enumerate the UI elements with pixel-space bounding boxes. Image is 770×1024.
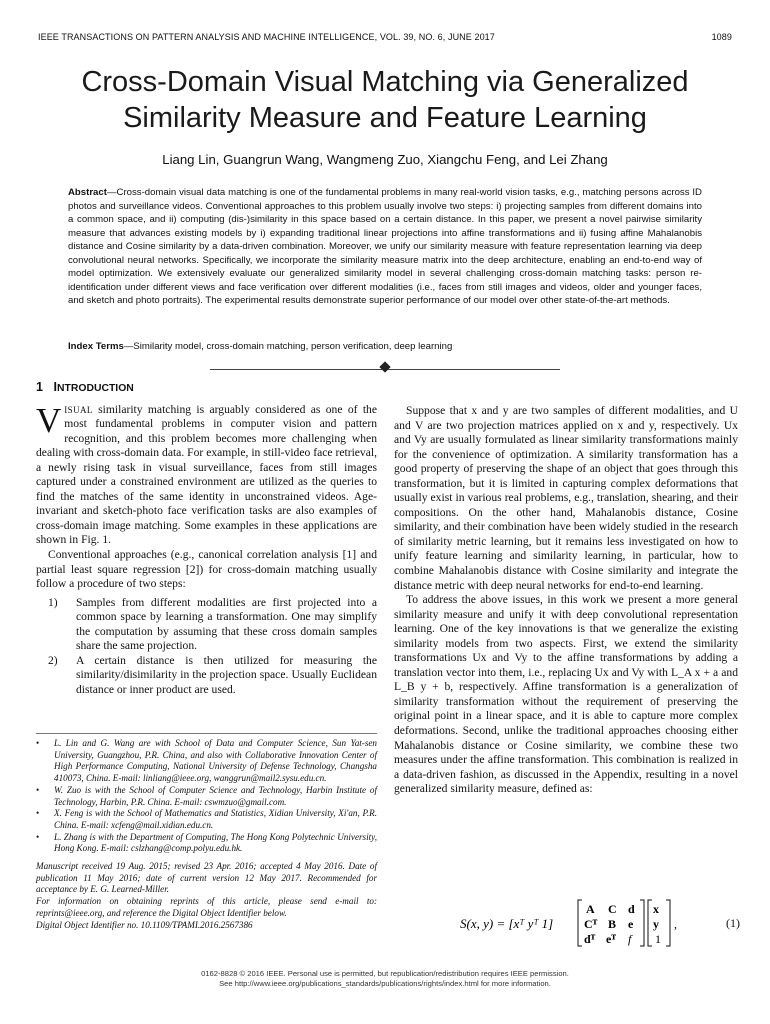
matrix-cell: dᵀ bbox=[584, 932, 596, 946]
list-item bbox=[36, 654, 377, 698]
manuscript-note: Manuscript received 19 Aug. 2015; revised 23 Apr. 2016; accepted 4 May 2016. Date of publication 11 May 2016; date of current version 12 May 2017. Recommended for acceptance by E. G. Learned-Miller. bbox=[36, 861, 377, 895]
list-item-text: Samples from different modalities are first projected into a common space by learning a transformation. One may simplify the computation by assuming that these cross domain samples share the same projection. bbox=[76, 595, 377, 653]
equation-1 bbox=[440, 898, 740, 948]
journal-name: IEEE TRANSACTIONS ON PATTERN ANALYSIS AND MACHINE INTELLIGENCE, bbox=[38, 32, 378, 42]
index-terms-label: Index Terms bbox=[68, 341, 124, 352]
footnote-item bbox=[36, 738, 377, 785]
intro-paragraph-1 bbox=[36, 400, 377, 548]
intro-paragraph-2: Conventional approaches (e.g., canonical correlation analysis [1] and partial least square regression [2]) for cross-domain matching usually follow a procedure of two steps: bbox=[36, 548, 377, 591]
footnote-item bbox=[36, 832, 377, 855]
author-list: Liang Lin, Guangrun Wang, Wangmeng Zuo, Xiangchu Feng, and Lei Zhang bbox=[162, 152, 608, 167]
footnote-text: L. Lin and G. Wang are with School of Data and Computer Science, Sun Yat-sen University, Guangzhou, P.R. China, and also with Collaborative Innovation Center of High Performance Computing, National University of Defense Technology, Changsha 410073, China. E-mail: linliang@ieee.org, wanggrun@mail2.sysu.edu.cn. bbox=[54, 738, 377, 784]
section-title-rest: NTRODUCTION bbox=[57, 383, 134, 394]
journal-date: JUNE 2017 bbox=[447, 32, 495, 42]
divider-diamond-icon bbox=[379, 361, 390, 372]
copyright-footer bbox=[0, 969, 770, 988]
matrix-bracket-left bbox=[578, 900, 582, 946]
journal-number: NO. 6, bbox=[418, 32, 446, 42]
copyright-line-1: 0162-8828 © 2016 IEEE. Personal use is permitted, but republication/redistribution requires IEEE permission. bbox=[201, 969, 569, 978]
right-column bbox=[394, 404, 738, 797]
footnote-bullet: • bbox=[36, 808, 40, 819]
index-terms-text: —Similarity model, cross-domain matching, person verification, deep learning bbox=[123, 341, 453, 352]
running-head bbox=[38, 32, 732, 46]
footnote-item bbox=[36, 808, 377, 831]
matrix-cell: f bbox=[628, 932, 632, 946]
footnote-text: X. Feng is with the School of Mathematics and Statistics, Xidian University, Xi'an, P.R. China. E-mail: xcfeng@mail.xidian.edu.cn. bbox=[54, 808, 377, 830]
abstract-label: Abstract bbox=[68, 187, 107, 198]
matrix-cell: A bbox=[586, 902, 595, 916]
footnote-bullet: • bbox=[36, 831, 40, 842]
page-number: 1089 bbox=[711, 32, 732, 42]
vector-cell: y bbox=[653, 917, 659, 931]
vector-cell: x bbox=[653, 902, 659, 916]
title-line-2: Similarity Measure and Feature Learning bbox=[123, 102, 647, 134]
reprints-note: For information on obtaining reprints of this article, please send e-mail to: reprints@ieee.org, and reference the Digital Object Identifier below. bbox=[36, 896, 377, 918]
steps-list bbox=[36, 596, 377, 698]
equation-lhs: S(x, y) = [xᵀ yᵀ 1] bbox=[460, 916, 554, 931]
doi-note: Digital Object Identifier no. 10.1109/TPAMI.2016.2567386 bbox=[36, 919, 253, 930]
list-item bbox=[36, 596, 377, 654]
footnote-bullet: • bbox=[36, 784, 40, 795]
footnote-item bbox=[36, 785, 377, 808]
section-heading bbox=[36, 380, 377, 397]
running-head-journal bbox=[38, 32, 495, 46]
footnote-text: W. Zuo is with the School of Computer Science and Technology, Harbin Institute of Technology, Harbin, P.R. China. E-mail: cswmzuo@gmail.com. bbox=[54, 784, 377, 807]
index-terms bbox=[68, 341, 702, 352]
matrix-cell: Cᵀ bbox=[584, 917, 598, 931]
list-item-number: 2) bbox=[48, 653, 58, 667]
list-item-text: A certain distance is then utilized for measuring the similarity/disimilarity in the projection space. Usually Euclidean distance or inner product are used. bbox=[76, 653, 377, 696]
equation-number: (1) bbox=[726, 916, 740, 930]
drop-cap: V bbox=[36, 400, 62, 440]
section-title-initial: I bbox=[53, 380, 58, 394]
matrix-cell: e bbox=[628, 917, 634, 931]
journal-volume: VOL. 39, bbox=[379, 32, 417, 42]
list-item-number: 1) bbox=[48, 595, 58, 609]
abstract bbox=[68, 186, 702, 308]
matrix-cell: d bbox=[628, 902, 635, 916]
intro-paragraph-1-text: similarity matching is arguably considered as one of the most fundamental problems in computer vision and pattern recognition, and this problem becomes more challenging when dealing with cross-domain data. For example, in still-video face retrieval, a newly rising task in visual surveillance, faces from still images captured under a constrained environment are utilized as the queries to find the matches of the same identity in unconstrained videos. Age-invariant and sketch-photo face verification tasks are also examples of cross-domain image matching. Some examples in these applications are shown in Fig. 1. bbox=[36, 402, 377, 547]
first-word-smallcaps: ISUAL bbox=[64, 404, 93, 415]
vector-bracket-left bbox=[648, 900, 652, 946]
title-line-1: Cross-Domain Visual Matching via Generalized bbox=[81, 66, 689, 98]
matrix-cell: eᵀ bbox=[606, 932, 616, 946]
footnote-rule bbox=[36, 733, 377, 734]
equation-comma: , bbox=[674, 917, 677, 931]
equation-graphic bbox=[440, 898, 680, 948]
vector-cell: 1 bbox=[655, 932, 661, 946]
section-number: 1 bbox=[36, 380, 44, 394]
right-paragraph-1: Suppose that x and y are two samples of different modalities, and U and V are two projection matrices applied on x and y, respectively. Ux and Vy are usually formulated as linear similarity transformations mainly for the convenience of optimization. A similarity transformation has a good property of preserving the shape of an object that goes through this transformation, but it is limited in capturing complex deformations that usually exist in various real problems, e.g., translation, shearing, and their compositions. On the other hand, Mahalanobis distance, Cosine similarity, and their combination have been widely studied in the research of similarity metric learning, but it remains less investigated on how to unify feature learning and similarity learning, in particular, how to combine Mahalanobis distance with Cosine similarity and integrate the distance metric with deep neural networks for end-to-end learning. bbox=[394, 404, 738, 592]
footnote-bullet: • bbox=[36, 738, 40, 748]
matrix-cell: B bbox=[608, 917, 617, 931]
matrix-cell: C bbox=[608, 902, 617, 916]
footnote-text: L. Zhang is with the Department of Computing, The Hong Kong Polytechnic University, Hong Kong. E-mail: cslzhang@comp.polyu.edu.hk. bbox=[54, 831, 377, 854]
abstract-text: —Cross-domain visual data matching is one of the fundamental problems in many real-world vision tasks, e.g., matching persons across ID photos and surveillance videos. Conventional approaches to this problem usually involve two steps: i) projecting samples from different domains into a common space, and ii) computing (dis-)similarity in this space based on a certain distance. In this paper, we present a novel pairwise similarity measure that advances existing models by i) expanding traditional linear projections into affine transformations and ii) fusing affine Mahalanobis distance and Cosine similarity by a data-driven combination. Moreover, we unify our similarity measure with feature representation learning via deep convolutional neural networks. Specifically, we incorporate the similarity measure matrix into the deep architecture, enabling an end-to-end way of model optimization. We extensively evaluate our generalized similarity model in several challenging cross-domain matching tasks: person re-identification under different views and face verification over different modalities (i.e., faces from still images and videos, older and younger faces, and sketch and photo portraits). The experimental results demonstrate superior performance of our model over other state-of-the-art methods. bbox=[68, 187, 702, 306]
paper-title bbox=[20, 64, 750, 136]
right-paragraph-2: To address the above issues, in this work we present a more general similarity measure and unify it with deep convolutional representation learning. One of the key innovations is that we generalize the existing similarity models from two aspects. First, we extend the similarity transformations Ux and Vy to the affine transformations by adding a translation vector into them, i.e., replacing Ux and Vy with L_A x + a and L_B y + b, respectively. Affine transformation is a generalization of similarity transformation without the requirement of preserving the original point in a linear space, and it is able to capture more complex deformations. Second, unlike the traditional approaches choosing either Mahalanobis distance or Cosine similarity, we combine these two measures under the affine transformation. This combination is realized in a data-driven fashion, as discussed in the Appendix, resulting in a novel generalized similarity measure, defined as: bbox=[394, 593, 738, 796]
footnotes bbox=[36, 738, 377, 931]
vector-bracket-right bbox=[666, 900, 670, 946]
copyright-line-2: See http://www.ieee.org/publications_standards/publications/rights/index.html for more information. bbox=[219, 978, 551, 988]
left-column bbox=[36, 380, 377, 697]
matrix-bracket-right bbox=[640, 900, 644, 946]
